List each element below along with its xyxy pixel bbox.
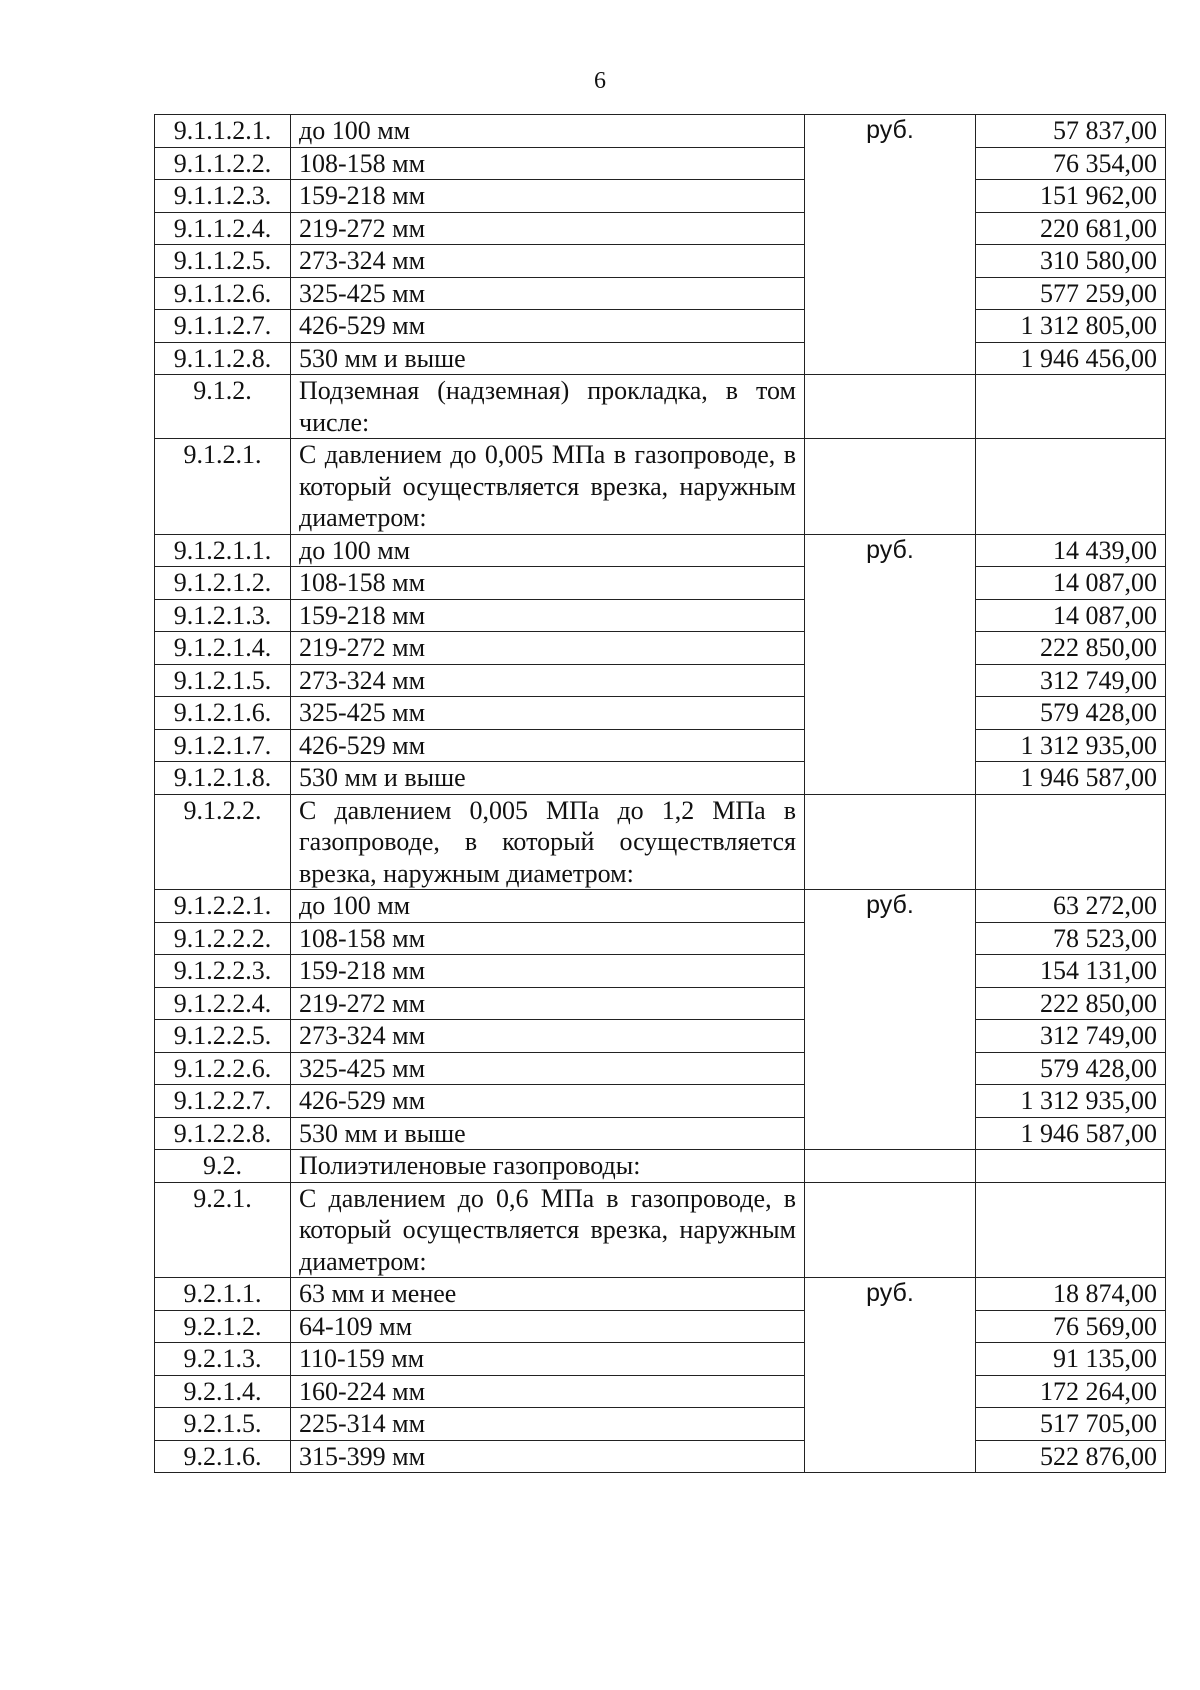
item-description: 325-425 мм: [291, 1052, 805, 1085]
item-code: 9.1.2.1.4.: [155, 632, 291, 665]
price-value: 517 705,00: [976, 1408, 1166, 1441]
value-cell-empty: [976, 439, 1166, 535]
price-value: 222 850,00: [976, 987, 1166, 1020]
unit-label: руб.: [805, 890, 976, 1150]
item-description: 530 мм и выше: [291, 342, 805, 375]
price-value: 91 135,00: [976, 1343, 1166, 1376]
table-row: [155, 245, 1166, 278]
table-row: [155, 147, 1166, 180]
item-description: 225-314 мм: [291, 1408, 805, 1441]
item-description: 426-529 мм: [291, 729, 805, 762]
item-description: 426-529 мм: [291, 1085, 805, 1118]
price-value: 172 264,00: [976, 1375, 1166, 1408]
price-value: 1 946 587,00: [976, 1117, 1166, 1150]
section-header-row: [155, 375, 1166, 439]
item-description: 63 мм и менее: [291, 1278, 805, 1311]
table-row: [155, 664, 1166, 697]
item-description: 219-272 мм: [291, 987, 805, 1020]
item-code: 9.1.2.2.2.: [155, 922, 291, 955]
item-code: 9.1.2.2.7.: [155, 1085, 291, 1118]
item-code: 9.1.2.1.5.: [155, 664, 291, 697]
item-description: 110-159 мм: [291, 1343, 805, 1376]
item-code: 9.2.1.6.: [155, 1440, 291, 1473]
item-description: 325-425 мм: [291, 277, 805, 310]
item-code: 9.1.2.2.6.: [155, 1052, 291, 1085]
item-code: 9.2.1.2.: [155, 1310, 291, 1343]
item-description: 108-158 мм: [291, 567, 805, 600]
item-code: 9.1.1.2.3.: [155, 180, 291, 213]
item-description: 219-272 мм: [291, 632, 805, 665]
price-value: 1 946 587,00: [976, 762, 1166, 795]
price-value: 522 876,00: [976, 1440, 1166, 1473]
table-row: [155, 212, 1166, 245]
price-value: 579 428,00: [976, 697, 1166, 730]
price-value: 154 131,00: [976, 955, 1166, 988]
price-value: 312 749,00: [976, 1020, 1166, 1053]
table-row: [155, 115, 1166, 148]
table-row: [155, 342, 1166, 375]
item-code: 9.1.2.2.: [155, 794, 291, 890]
item-code: 9.1.2.2.4.: [155, 987, 291, 1020]
table-row: [155, 1375, 1166, 1408]
price-value: 78 523,00: [976, 922, 1166, 955]
item-description: 530 мм и выше: [291, 1117, 805, 1150]
item-code: 9.2.: [155, 1150, 291, 1183]
price-value: 18 874,00: [976, 1278, 1166, 1311]
item-code: 9.1.1.2.1.: [155, 115, 291, 148]
item-description: 108-158 мм: [291, 147, 805, 180]
item-code: 9.2.1.: [155, 1182, 291, 1278]
item-description: С давлением до 0,6 МПа в газопроводе, в который осуществляется врезка, наружным диаметром:: [291, 1182, 805, 1278]
price-value: 220 681,00: [976, 212, 1166, 245]
unit-cell-empty: [805, 794, 976, 890]
price-value: 312 749,00: [976, 664, 1166, 697]
item-code: 9.2.1.1.: [155, 1278, 291, 1311]
item-description: 108-158 мм: [291, 922, 805, 955]
table-row: [155, 599, 1166, 632]
item-description: 219-272 мм: [291, 212, 805, 245]
item-description: 325-425 мм: [291, 697, 805, 730]
item-code: 9.2.1.5.: [155, 1408, 291, 1441]
item-description: 315-399 мм: [291, 1440, 805, 1473]
table-row: [155, 1343, 1166, 1376]
item-code: 9.1.2.2.5.: [155, 1020, 291, 1053]
item-description: до 100 мм: [291, 534, 805, 567]
unit-cell-empty: [805, 1150, 976, 1183]
item-description: 530 мм и выше: [291, 762, 805, 795]
item-code: 9.1.1.2.8.: [155, 342, 291, 375]
price-value: 577 259,00: [976, 277, 1166, 310]
value-cell-empty: [976, 794, 1166, 890]
price-value: 14 439,00: [976, 534, 1166, 567]
price-value: 1 312 935,00: [976, 1085, 1166, 1118]
unit-cell-empty: [805, 439, 976, 535]
price-value: 151 962,00: [976, 180, 1166, 213]
value-cell-empty: [976, 1150, 1166, 1183]
item-description: 64-109 мм: [291, 1310, 805, 1343]
item-code: 9.1.2.: [155, 375, 291, 439]
table-row: [155, 534, 1166, 567]
item-code: 9.1.2.1.: [155, 439, 291, 535]
value-cell-empty: [976, 375, 1166, 439]
table-row: [155, 277, 1166, 310]
table-row: [155, 310, 1166, 343]
section-header-row: [155, 794, 1166, 890]
price-value: 1 312 935,00: [976, 729, 1166, 762]
section-header-row: [155, 439, 1166, 535]
item-code: 9.1.2.2.3.: [155, 955, 291, 988]
price-value: 579 428,00: [976, 1052, 1166, 1085]
unit-cell-empty: [805, 1182, 976, 1278]
table-row: [155, 1085, 1166, 1118]
item-code: 9.1.2.1.3.: [155, 599, 291, 632]
item-description: 159-218 мм: [291, 955, 805, 988]
table-row: [155, 987, 1166, 1020]
table-row: [155, 1278, 1166, 1311]
table-row: [155, 1310, 1166, 1343]
item-description: Подземная (надземная) прокладка, в том числе:: [291, 375, 805, 439]
item-description: до 100 мм: [291, 890, 805, 923]
table-row: [155, 567, 1166, 600]
table-row: [155, 1440, 1166, 1473]
page-number: 6: [594, 68, 606, 94]
table-row: [155, 1052, 1166, 1085]
item-code: 9.1.1.2.4.: [155, 212, 291, 245]
price-value: 14 087,00: [976, 599, 1166, 632]
price-value: 14 087,00: [976, 567, 1166, 600]
value-cell-empty: [976, 1182, 1166, 1278]
item-code: 9.1.2.1.7.: [155, 729, 291, 762]
section-header-row: [155, 1182, 1166, 1278]
item-code: 9.2.1.4.: [155, 1375, 291, 1408]
item-description: 160-224 мм: [291, 1375, 805, 1408]
table-row: [155, 632, 1166, 665]
unit-label: руб.: [805, 115, 976, 375]
price-value: 76 569,00: [976, 1310, 1166, 1343]
table-row: [155, 1408, 1166, 1441]
price-value: 63 272,00: [976, 890, 1166, 923]
item-code: 9.2.1.3.: [155, 1343, 291, 1376]
item-code: 9.1.1.2.2.: [155, 147, 291, 180]
item-description: С давлением до 0,005 МПа в газопроводе, в который осуществляется врезка, наружным диаметром:: [291, 439, 805, 535]
item-description: Полиэтиленовые газопроводы:: [291, 1150, 805, 1183]
price-value: 1 946 456,00: [976, 342, 1166, 375]
item-code: 9.1.1.2.5.: [155, 245, 291, 278]
table-row: [155, 1020, 1166, 1053]
table-row: [155, 762, 1166, 795]
item-description: 159-218 мм: [291, 180, 805, 213]
item-code: 9.1.2.1.2.: [155, 567, 291, 600]
item-code: 9.1.1.2.6.: [155, 277, 291, 310]
item-description: 273-324 мм: [291, 664, 805, 697]
table-row: [155, 180, 1166, 213]
unit-label: руб.: [805, 534, 976, 794]
table-row: [155, 890, 1166, 923]
item-description: 273-324 мм: [291, 245, 805, 278]
table-row: [155, 922, 1166, 955]
item-description: 426-529 мм: [291, 310, 805, 343]
price-value: 310 580,00: [976, 245, 1166, 278]
price-value: 222 850,00: [976, 632, 1166, 665]
unit-cell-empty: [805, 375, 976, 439]
table-row: [155, 697, 1166, 730]
table-row: [155, 1117, 1166, 1150]
table-row: [155, 955, 1166, 988]
item-code: 9.1.2.2.8.: [155, 1117, 291, 1150]
item-description: 273-324 мм: [291, 1020, 805, 1053]
unit-label: руб.: [805, 1278, 976, 1473]
item-description: С давлением 0,005 МПа до 1,2 МПа в газопроводе, в который осуществляется врезка, наружным диаметром:: [291, 794, 805, 890]
item-code: 9.1.2.2.1.: [155, 890, 291, 923]
item-code: 9.1.1.2.7.: [155, 310, 291, 343]
item-description: до 100 мм: [291, 115, 805, 148]
tariff-table: [154, 114, 1166, 1473]
item-code: 9.1.2.1.6.: [155, 697, 291, 730]
table-row: [155, 729, 1166, 762]
item-description: 159-218 мм: [291, 599, 805, 632]
item-code: 9.1.2.1.1.: [155, 534, 291, 567]
tariff-table-body: [155, 115, 1166, 1473]
section-header-row: [155, 1150, 1166, 1183]
item-code: 9.1.2.1.8.: [155, 762, 291, 795]
price-value: 76 354,00: [976, 147, 1166, 180]
price-value: 1 312 805,00: [976, 310, 1166, 343]
price-value: 57 837,00: [976, 115, 1166, 148]
